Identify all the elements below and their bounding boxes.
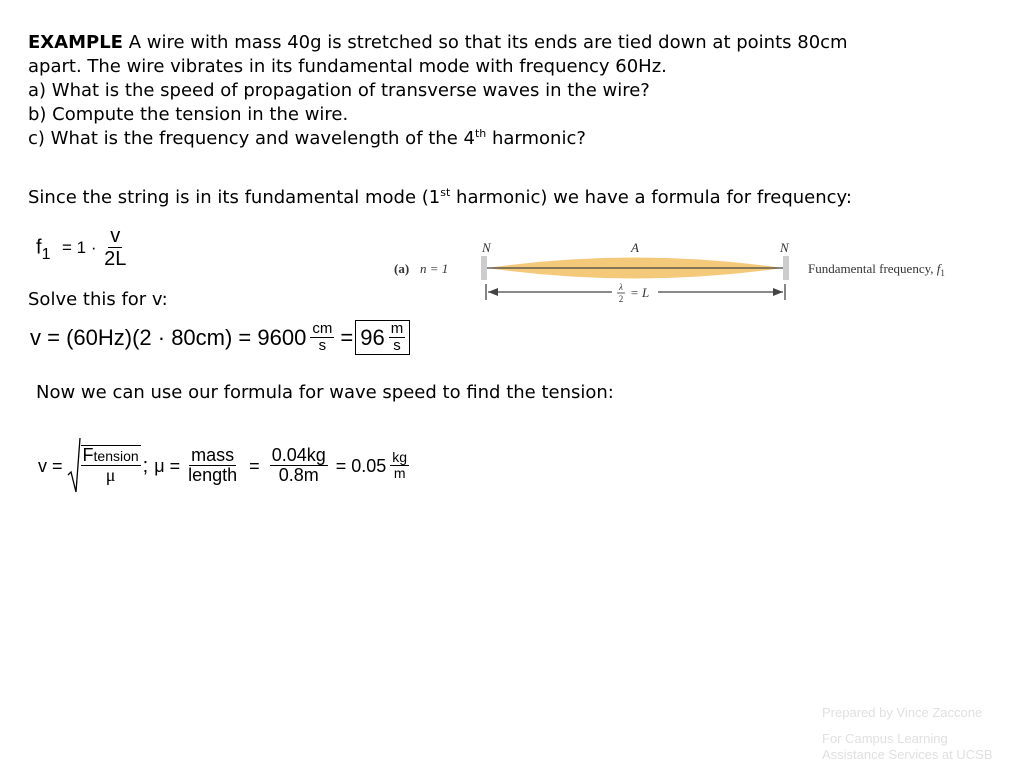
freq-numerator: v <box>110 225 121 247</box>
speed-unit-1-den: s <box>318 336 327 354</box>
tension-intro: Now we can use our formula for wave speed to find the tension: <box>36 382 614 403</box>
mu-unit <box>390 450 409 481</box>
dim-two: 2 <box>618 294 624 304</box>
question-b: b) Compute the tension in the wire. <box>28 104 349 125</box>
semicolon: ; <box>142 454 149 477</box>
watermark-author: Prepared by Vince Zaccone <box>822 705 983 720</box>
question-c-tail: harmonic? <box>486 128 586 149</box>
speed-equals: = <box>340 324 354 350</box>
watermark-line-3: Assistance Services at UCSB <box>822 747 993 762</box>
intro-tail: harmonic) we have a formula for frequency: <box>450 187 852 208</box>
tension-subscript: tension <box>93 447 139 464</box>
freq-symbol: f <box>36 236 42 259</box>
standing-wave-figure <box>390 236 990 312</box>
example-label: EXAMPLE <box>28 32 123 53</box>
mass-label: mass <box>191 445 235 466</box>
tension-mu: μ <box>105 464 116 485</box>
tension-F: F <box>82 444 94 465</box>
solve-label: Solve this for v: <box>28 289 168 310</box>
intro-text: Since the string is in its fundamental mode (1 <box>28 187 441 208</box>
numeric-fraction <box>270 446 328 486</box>
mu-lhs: μ = <box>154 455 181 476</box>
sqrt-sign-icon <box>67 437 81 495</box>
figure-caption <box>808 261 945 278</box>
antinode-label: A <box>631 240 639 255</box>
node-right-label: N <box>780 240 789 255</box>
problem-line-1 <box>28 31 848 55</box>
tension-equation <box>38 437 409 495</box>
speed-unit-2-den: s <box>393 336 401 354</box>
dim-lambda: λ <box>619 282 623 292</box>
dim-arrow-right <box>773 288 783 296</box>
caption-f: f <box>936 261 941 276</box>
part-label: (a) <box>394 261 410 276</box>
frequency-equation <box>36 226 128 270</box>
speed-equation <box>30 320 410 355</box>
problem-line-2: apart. The wire vibrates in its fundamental mode with frequency 60Hz. <box>28 56 667 77</box>
question-c <box>28 127 586 151</box>
speed-unit-2-num: m <box>390 320 404 337</box>
caption-text: Fundamental frequency, <box>808 261 934 276</box>
problem-text-1: A wire with mass 40g is stretched so that its ends are tied down at points 80cm <box>128 32 848 53</box>
mass-value: 0.04kg <box>271 445 326 466</box>
freq-fraction <box>102 226 128 270</box>
dim-equals-L: = L <box>630 285 650 300</box>
freq-rhs: = 1 · <box>62 238 97 258</box>
node-left-label: N <box>482 240 491 255</box>
tension-fraction <box>81 445 141 486</box>
right-wall <box>783 256 789 280</box>
mu-result: = 0.05 <box>335 455 387 476</box>
length-label: length <box>188 465 238 486</box>
mu-unit-den: m <box>393 465 406 482</box>
left-wall <box>481 256 487 280</box>
question-c-text: c) What is the frequency and wavelength of the 4 <box>28 128 475 149</box>
length-value: 0.8m <box>278 465 319 486</box>
tension-numerator <box>81 446 141 466</box>
mode-number-label: n = 1 <box>420 261 449 276</box>
caption-sub: 1 <box>940 268 945 278</box>
tension-v-lhs: v = <box>38 455 63 476</box>
freq-denominator: 2L <box>104 248 127 270</box>
speed-unit-2 <box>389 321 406 354</box>
question-a: a) What is the speed of propagation of transverse waves in the wire? <box>28 80 650 101</box>
speed-lhs: v = (60Hz)(2 · 80cm) = 9600 <box>30 324 307 350</box>
speed-unit-1 <box>310 321 334 354</box>
question-c-sup: th <box>474 127 487 140</box>
mu-unit-num: kg <box>392 449 408 466</box>
speed-unit-1-num: cm <box>312 320 333 337</box>
mass-length-fraction <box>186 446 239 486</box>
freq-subscript: 1 <box>41 246 51 264</box>
intro-sup: st <box>440 186 451 199</box>
speed-answer-value: 96 <box>360 324 385 350</box>
fundamental-intro <box>28 186 852 210</box>
dim-arrow-left <box>488 288 498 296</box>
watermark-line-2: For Campus Learning <box>822 731 948 746</box>
equals-1: = <box>249 455 260 476</box>
speed-answer-box <box>355 320 410 355</box>
